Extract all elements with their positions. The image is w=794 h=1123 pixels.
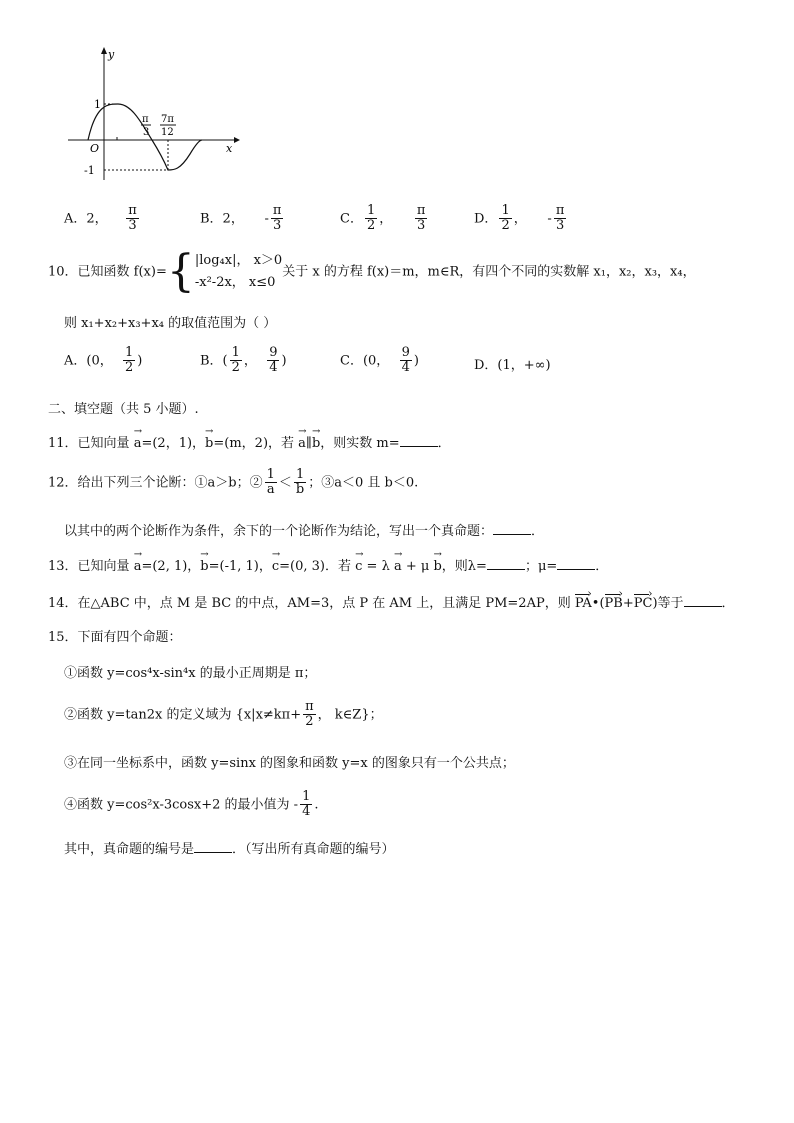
q12: 12．给出下列三个论断：①a＞b；② $\frac{1}{a}$ ＜ $\frac{1}{b}$ ；③a＜0 且 b＜0. [48,467,419,498]
fraction: $\frac{1}{2}$ [231,345,240,376]
graph-tick-pi3-num: π [142,114,149,125]
q10-option-d[interactable]: D．(1，+∞) [474,358,551,373]
q15-prop1: ①函数 y=cos⁴x-sin⁴x 的最小正周期是 π； [64,666,317,681]
fraction: $\frac{\pi}{3}$ [128,203,137,234]
q10-option-a[interactable]: A．(0， $\frac{1}{2}$ ) [64,345,143,376]
answer-blank[interactable] [493,522,531,535]
q12-line2: 以其中的两个论断作为条件，余下的一个论断作为结论，写出一个真命题： ． [64,524,545,539]
left-brace: { [166,246,195,297]
graph-tick-7pi12-den: 12 [161,127,174,138]
fraction: $\frac{1}{4}$ [302,789,311,820]
graph-tick-7pi12-num: 7π [161,114,174,125]
fraction: $\frac{1}{2}$ [501,203,510,234]
q14: 14．在△ABC 中，点 M 是 BC 的中点，AM=3，点 P 在 AM 上，且满足 PM=2AP，则 PA ›•(PB ›+PC ›)等于 ． [48,592,735,611]
q11: 11．已知向量 → a=(2，1)，→ b=(m，2)，若 → a∥→ b，则实数 m= ． [48,432,451,451]
fraction: $\frac{\pi}{3}$ [272,203,282,234]
answer-blank[interactable] [194,840,232,853]
q9-option-c[interactable]: C． $\frac{1}{2}$ ， $\frac{\pi}{3}$ [340,203,426,234]
fraction: $\frac{\pi}{3}$ [416,203,426,234]
q9-option-a[interactable]: A．2， $\frac{\pi}{3}$ [64,203,137,234]
answer-blank[interactable] [400,434,438,447]
q15-answer-line: 其中，真命题的编号是 ．（写出所有真命题的编号） [64,842,395,857]
section-heading: 二、填空题（共 5 小题）. [48,402,199,417]
q9-option-d[interactable]: D． $\frac{1}{2}$ ， - $\frac{\pi}{3}$ [474,203,565,234]
fraction: $\frac{1}{2}$ [366,203,376,234]
fraction: $\frac{9}{4}$ [269,345,278,376]
answer-blank-lambda[interactable] [487,557,525,570]
fraction: $\frac{1}{2}$ [125,345,134,376]
graph-tick-neg1: -1 [84,164,95,177]
fraction: $\frac{1}{b}$ [295,467,305,498]
graph-y-label: y [108,48,115,61]
q10-option-b[interactable]: B．( $\frac{1}{2}$ ， $\frac{9}{4}$ ) [200,345,287,376]
fraction: $\frac{\pi}{3}$ [555,203,565,234]
answer-blank-mu[interactable] [557,557,595,570]
q10-option-c[interactable]: C．(0， $\frac{9}{4}$ ) [340,345,419,376]
q15-prop3: ③在同一坐标系中，函数 y=sinx 的图象和函数 y=x 的图象只有一个公共点； [64,756,515,771]
graph-tick-pi3-den: 3 [143,127,150,138]
q13: 13．已知向量 → a=(2, 1)，→ b=(-1, 1)，→ c=(0, 3)．若 → c = λ → a + μ → b，则λ= ；μ= ． [48,555,608,574]
graph-tick-1: 1 [94,98,101,111]
fraction: $\frac{1}{a}$ [266,467,275,498]
q10-stem: 10．已知函数 f(x)={ |log₄x|， x＞0 -x²-2x， x≤0 关于 x 的方程 f(x)＝m，m∈R，有四个不同的实数解 x₁，x₂，x₃，x₄， [48,246,696,297]
graph-x-label: x [226,142,233,155]
q15-title: 15．下面有四个命题： [48,630,182,645]
fraction: $\frac{\pi}{2}$ [305,699,314,730]
function-graph [64,44,244,184]
piecewise-cases: |log₄x|， x＞0 -x²-2x， x≤0 [194,253,283,290]
answer-blank[interactable] [684,594,722,607]
fraction: $\frac{9}{4}$ [401,345,410,376]
q9-option-b[interactable]: B．2， - $\frac{\pi}{3}$ [200,203,282,234]
q15-prop2: ②函数 y=tan2x 的定义域为 {x|x≠kπ+ $\frac{\pi}{2}$ ， k∈Z}； [64,699,383,730]
q15-prop4: ④函数 y=cos²x-3cosx+2 的最小值为 - $\frac{1}{4}$ . [64,789,319,820]
graph-origin: O [90,142,100,155]
q10-line2: 则 x₁+x₂+x₃+x₄ 的取值范围为（ ） [64,316,277,331]
